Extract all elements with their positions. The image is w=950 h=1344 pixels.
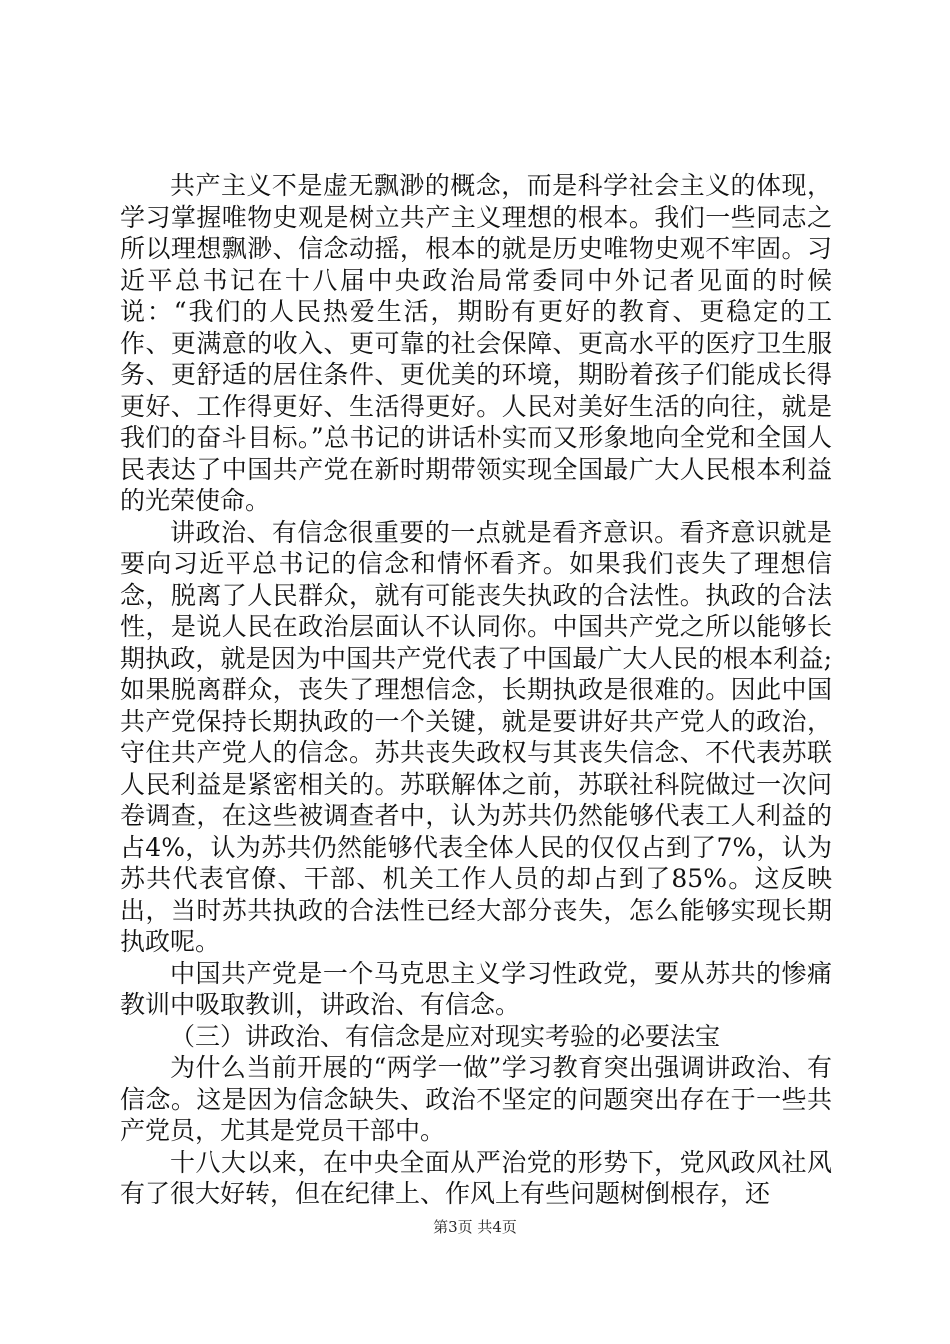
paragraph-3: 中国共产党是一个马克思主义学习性政党，要从苏共的惨痛教训中吸取教训，讲政治、有信念。 <box>120 958 832 1019</box>
paragraph-1: 共产主义不是虚无飘渺的概念，而是科学社会主义的体现，学习掌握唯物史观是树立共产主义理想的根本。我们一些同志之所以理想飘渺、信念动摇，根本的就是历史唯物史观不牢固。习近平总书记在十八届中央政治局常委同中外记者见面的时候说：“我们的人民热爱生活，期盼有更好的教育、更稳定的工作、更满意的收入、更可靠的社会保障、更高水平的医疗卫生服务、更舒适的居住条件、更优美的环境，期盼着孩子们能成长得更好、工作得更好、生活得更好。人民对美好生活的向往，就是我们的奋斗目标。”总书记的讲话朴实而又形象地向全党和全国人民表达了中国共产党在新时期带领实现全国最广大人民根本利益的光荣使命。 <box>120 171 832 515</box>
paragraph-5: 十八大以来，在中央全面从严治党的形势下，党风政风社风有了很大好转，但在纪律上、作风上有些问题树倒根存，还 <box>120 1147 832 1208</box>
paragraph-2: 讲政治、有信念很重要的一点就是看齐意识。看齐意识就是要向习近平总书记的信念和情怀看齐。如果我们丧失了理想信念，脱离了人民群众，就有可能丧失执政的合法性。执政的合法性，是说人民在政治层面认不认同你。中国共产党之所以能够长期执政，就是因为中国共产党代表了中国最广大人民的根本利益;如果脱离群众，丧失了理想信念，长期执政是很难的。因此中国共产党保持长期执政的一个关键，就是要讲好共产党人的政治，守住共产党人的信念。苏共丧失政权与其丧失信念、不代表苏联人民利益是紧密相关的。苏联解体之前，苏联社科院做过一次问卷调查，在这些被调查者中，认为苏共仍然能够代表工人利益的占4%，认为苏共仍然能够代表全体人民的仅仅占到了7%，认为苏共代表官僚、干部、机关工作人员的却占到了85%。这反映出，当时苏共执政的合法性已经大部分丧失，怎么能够实现长期执政呢。 <box>120 517 832 956</box>
paragraph-4: 为什么当前开展的“两学一做”学习教育突出强调讲政治、有信念。这是因为信念缺失、政治不坚定的问题突出存在于一些共产党员，尤其是党员干部中。 <box>120 1053 832 1145</box>
section-heading: （三）讲政治、有信念是应对现实考验的必要法宝 <box>170 1021 721 1051</box>
page-number-footer: 第3页 共4页 <box>433 1218 517 1236</box>
document-body <box>120 170 832 1210</box>
